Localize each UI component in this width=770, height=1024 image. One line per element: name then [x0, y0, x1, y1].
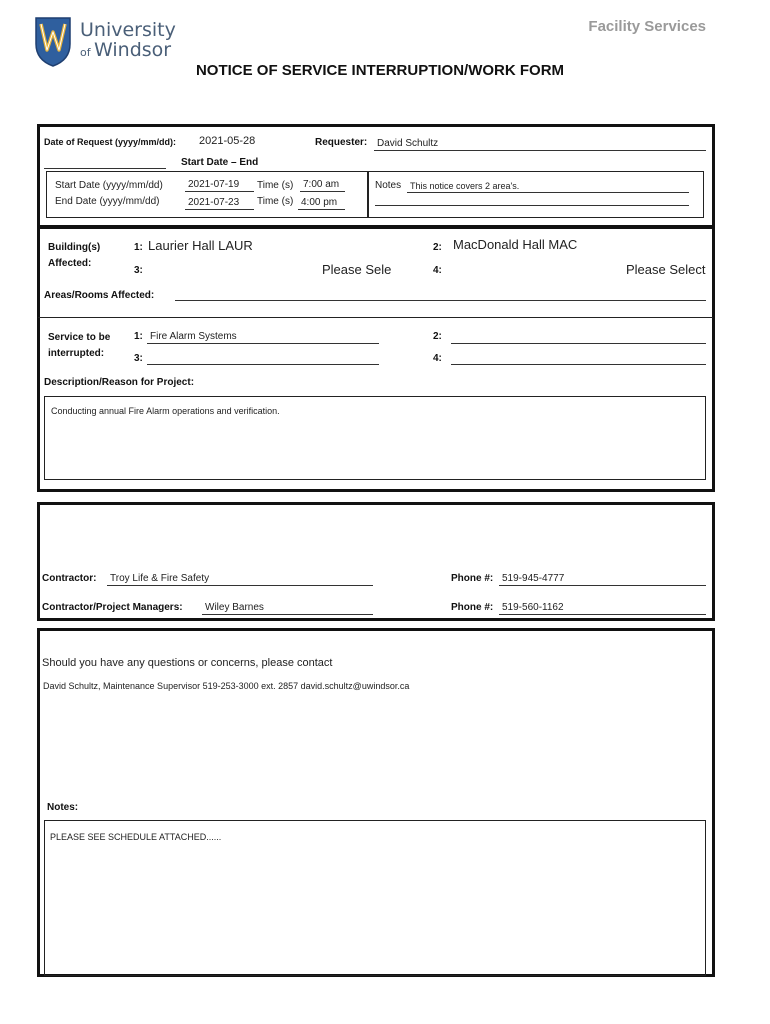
building-2-select[interactable]: MacDonald Hall MAC — [453, 237, 578, 252]
end-date-label: End Date (yyyy/mm/dd) — [55, 196, 160, 207]
logo-line2: Windsor — [94, 39, 172, 61]
buildings-label-line2: Affected: — [48, 258, 92, 269]
service-label-line1: Service to be — [48, 332, 111, 343]
contact-intro: Should you have any questions or concerns, please contact — [42, 657, 333, 669]
contact-details: David Schultz, Maintenance Supervisor 519-253-3000 ext. 2857 david.schultz@uwindsor.ca — [43, 681, 410, 691]
service-2-field[interactable] — [451, 343, 706, 344]
department-name: Facility Services — [588, 18, 706, 35]
managers-field[interactable]: Wiley Barnes — [202, 602, 373, 615]
areas-label: Areas/Rooms Affected: — [44, 290, 155, 301]
request-notes-label: Notes — [375, 180, 402, 191]
requester-field[interactable]: David Schultz — [374, 138, 706, 151]
notes-text: PLEASE SEE SCHEDULE ATTACHED...... — [50, 832, 222, 842]
notes-box — [368, 171, 704, 218]
areas-field[interactable] — [175, 300, 706, 301]
managers-label: Contractor/Project Managers: — [42, 602, 183, 613]
phone-2-label: Phone #: — [451, 602, 494, 613]
service-3-number: 3: — [134, 353, 143, 364]
building-1-number: 1: — [134, 242, 143, 253]
building-4-select[interactable]: Please Select — [626, 262, 706, 277]
service-3-field[interactable] — [147, 364, 379, 365]
date-of-request-label: Date of Request (yyyy/mm/dd): — [44, 137, 177, 147]
building-1-select[interactable]: Laurier Hall LAUR — [148, 238, 253, 253]
service-4-number: 4: — [433, 353, 442, 364]
service-4-field[interactable] — [451, 364, 706, 365]
description-label: Description/Reason for Project: — [44, 377, 195, 388]
start-time-label: Time (s) — [257, 180, 294, 191]
building-3-number: 3: — [134, 265, 143, 276]
period-heading: Start Date – End — [181, 157, 259, 168]
date-of-request-value[interactable]: 2021-05-28 — [199, 135, 256, 147]
start-date-field[interactable]: 2021-07-19 — [185, 179, 254, 192]
date-underline — [44, 168, 166, 169]
contractor-label: Contractor: — [42, 573, 97, 584]
request-notes-line2[interactable] — [375, 205, 689, 206]
logo-line1: University — [80, 19, 176, 41]
service-1-field[interactable]: Fire Alarm Systems — [147, 331, 379, 344]
request-notes-field[interactable]: This notice covers 2 area's. — [407, 180, 689, 193]
phone-1-field[interactable]: 519-945-4777 — [499, 573, 706, 586]
contractor-field[interactable]: Troy Life & Fire Safety — [107, 573, 373, 586]
phone-2-field[interactable]: 519-560-1162 — [499, 602, 706, 615]
building-3-select[interactable]: Please Sele — [322, 262, 392, 277]
crest-icon — [33, 14, 73, 68]
service-label-line2: interrupted: — [48, 348, 105, 359]
logo-line2-prefix: of — [80, 46, 91, 59]
service-2-number: 2: — [433, 331, 442, 342]
end-time-label: Time (s) — [257, 196, 294, 207]
building-4-number: 4: — [433, 265, 442, 276]
start-time-field[interactable]: 7:00 am — [300, 179, 345, 192]
notes-field-box[interactable] — [44, 820, 706, 976]
requester-label: Requester: — [315, 137, 368, 148]
notes-label: Notes: — [47, 802, 79, 813]
description-text: Conducting annual Fire Alarm operations and verification. — [51, 406, 280, 416]
end-date-field[interactable]: 2021-07-23 — [185, 197, 254, 210]
start-date-label: Start Date (yyyy/mm/dd) — [55, 180, 163, 191]
form-title: NOTICE OF SERVICE INTERRUPTION/WORK FORM — [195, 62, 565, 79]
building-2-number: 2: — [433, 242, 442, 253]
phone-1-label: Phone #: — [451, 573, 494, 584]
end-time-field[interactable]: 4:00 pm — [298, 197, 345, 210]
buildings-label-line1: Building(s) — [48, 242, 101, 253]
service-1-number: 1: — [134, 331, 143, 342]
